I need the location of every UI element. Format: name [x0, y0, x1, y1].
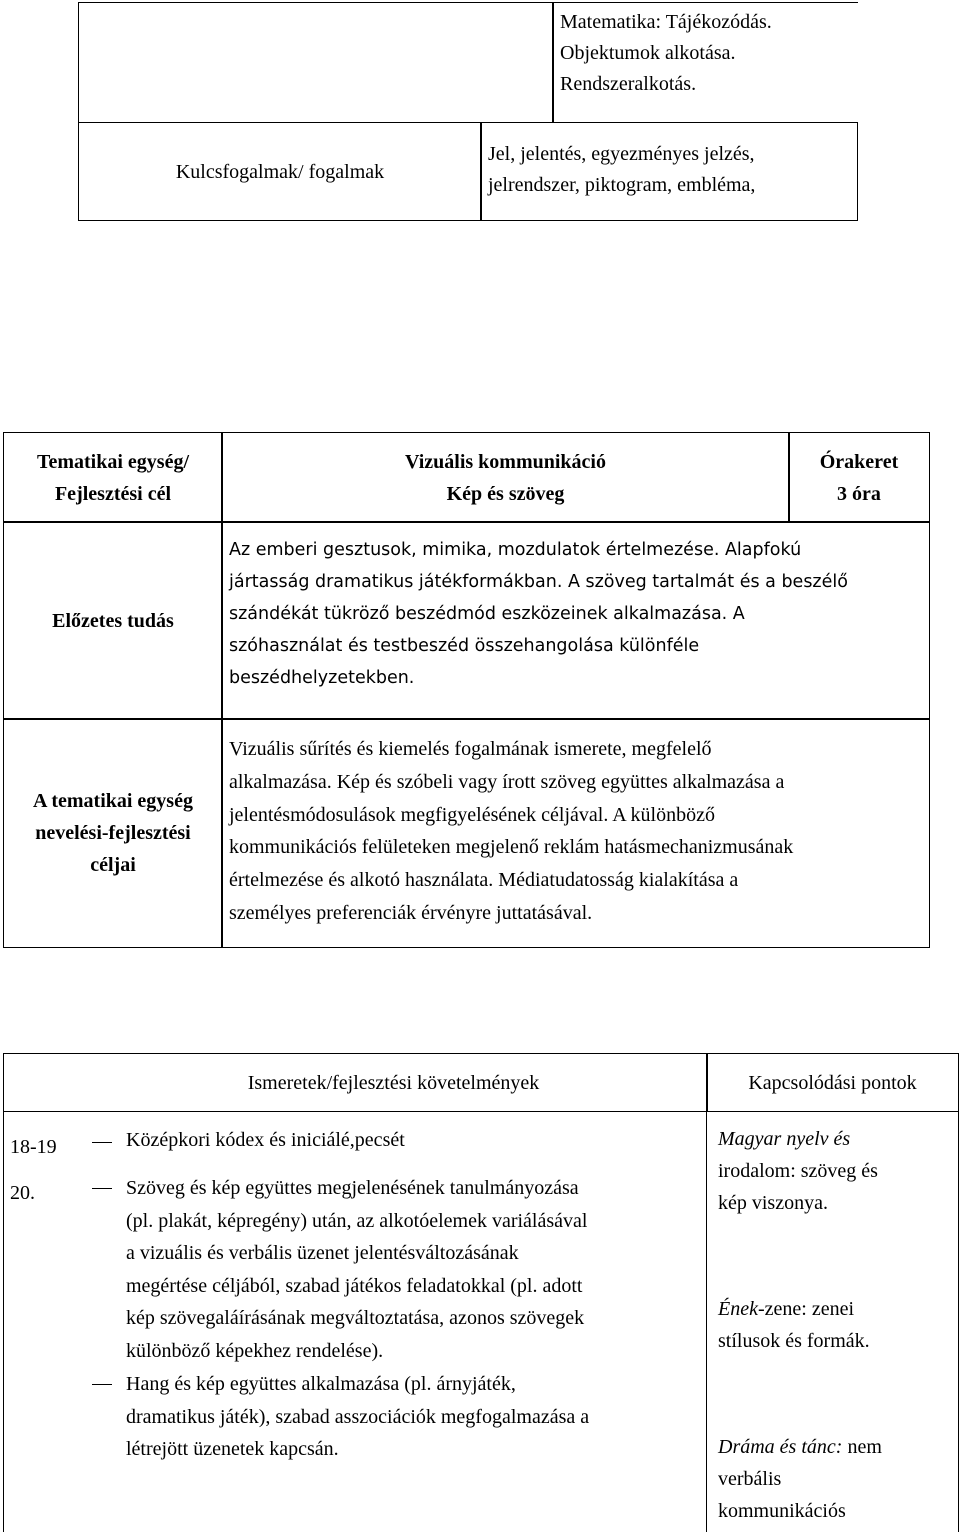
tematikai-egyseg-header — [3, 432, 223, 523]
elozetes-line: szándékát tükröző beszédmód eszközeinek alkalmazása. A — [229, 604, 745, 624]
elozetes-tudas-label-cell — [3, 521, 223, 720]
celjai-line: értelmezése és alkotó használata. Médiatudatosság kialakítása a — [229, 869, 739, 892]
kapcs-enek — [718, 1293, 870, 1357]
kapcs-subject: Ének — [718, 1298, 758, 1320]
kapcsolodasi-pontok-content — [718, 1123, 878, 1219]
hours-range: 18-19 — [10, 1136, 57, 1158]
vizualis-kommunikacio-header — [221, 432, 790, 523]
bullet-line: Hang és kép együttes alkalmazása (pl. árnyjáték, — [126, 1373, 516, 1395]
kapcsolodasi-header-label: Kapcsolódási pontok — [748, 1071, 917, 1094]
orakeret-label: Órakeret — [819, 450, 899, 473]
kapcs-subject: Magyar nyelv és — [718, 1128, 851, 1150]
kapcs-drama — [718, 1431, 882, 1527]
elozetes-line: Az emberi gesztusok, mimika, mozdulatok értelmezése. Alapfokú — [229, 540, 802, 560]
kapcs-line: kép viszonya. — [718, 1192, 828, 1214]
kapcs-line: irodalom: szöveg és — [718, 1160, 878, 1182]
celjai-line: Vizuális sűrítés és kiemelés fogalmának ismerete, megfelelő — [229, 738, 712, 760]
elozetes-tudas-label: Előzetes tudás — [52, 609, 174, 632]
bullet-line: a vizuális és verbális üzenet jelentésváltozásának — [126, 1242, 519, 1264]
elozetes-line: beszédhelyzetekben. — [229, 668, 415, 688]
bullet-line: kép szövegaláírásának megváltoztatása, azonos szövegek — [126, 1307, 585, 1329]
orakeret-header — [788, 432, 930, 523]
celjai-line: jelentésmódosulások megfigyelésének céljával. A különböző — [229, 803, 715, 826]
bullet-line: megértése céljából, szabad játékos feladatokkal (pl. adott — [126, 1274, 583, 1297]
elozetes-line: szóhasználat és testbeszéd összehangolása különféle — [229, 636, 700, 656]
celjai-content-cell — [221, 718, 930, 948]
bullet-item — [126, 1368, 589, 1466]
bullet-line: különböző képekhez rendelése). — [126, 1339, 384, 1362]
hours-single: 20. — [10, 1182, 35, 1204]
unit-title: Vizuális kommunikáció — [405, 450, 606, 473]
kapcs-subject: Dráma és tánc: — [718, 1436, 843, 1458]
hours-cell — [10, 1124, 57, 1216]
kulcsfogalmak-label-cell — [78, 122, 482, 221]
tematikai-header-line: Tematikai egység/ — [36, 450, 190, 473]
bottom-header-empty-cell — [3, 1053, 81, 1112]
ismeretek-header-label: Ismeretek/fejlesztési követelmények — [247, 1071, 540, 1094]
bullet-line: dramatikus játék), szabad asszociációk megfogalmazása a — [126, 1405, 590, 1428]
celjai-line: személyes preferenciák érvényre juttatásával. — [229, 901, 593, 924]
kapcs-line: -zene: zenei — [757, 1298, 855, 1320]
bullet-item — [126, 1124, 405, 1156]
kapcs-line: stílusok és formák. — [718, 1330, 870, 1352]
kulcsfogalmak-line: jelrendszer, piktogram, embléma, — [488, 174, 756, 196]
kulcsfogalmak-line: Jel, jelentés, egyezményes jelzés, — [488, 143, 755, 165]
kapcsolodasi-header — [706, 1053, 959, 1112]
ismeretek-header — [80, 1053, 708, 1112]
bullet-line: (pl. plakát, képregény) után, az alkotóelemek variálásával — [126, 1209, 588, 1232]
bullet-dash-3 — [92, 1384, 112, 1385]
top-left-empty-cell — [78, 2, 554, 123]
matematika-cell — [552, 2, 858, 123]
orakeret-value: 3 óra — [837, 482, 881, 505]
celjai-line: kommunikációs felületeken megjelenő reklám hatásmechanizmusának — [229, 836, 794, 859]
bullet-line: Szöveg és kép együttes megjelenésének tanulmányozása — [126, 1177, 579, 1199]
bullet-dash-2 — [92, 1188, 112, 1189]
celjai-label-cell — [3, 718, 223, 948]
celjai-label-line: A tematikai egység — [33, 790, 193, 812]
kapcs-column-divider — [706, 1110, 707, 1532]
kapcs-line: kommunikációs — [718, 1500, 846, 1522]
bullet-line: Középkori kódex és iniciálé,pecsét — [126, 1129, 405, 1151]
matematika-line: Matematika: Tájékozódás. — [560, 11, 772, 33]
unit-subtitle: Kép és szöveg — [446, 482, 565, 505]
matematika-line: Objektumok alkotása. — [560, 42, 736, 64]
kulcsfogalmak-label: Kulcsfogalmak/ fogalmak — [175, 160, 385, 183]
kulcsfogalmak-value-cell — [480, 122, 858, 221]
kapcs-line: verbális — [718, 1468, 782, 1490]
bullet-dash-1 — [92, 1142, 112, 1143]
elozetes-line: jártasság dramatikus játékformákban. A szöveg tartalmát és a beszélő — [229, 572, 848, 592]
matematika-line: Rendszeralkotás. — [560, 73, 697, 95]
celjai-line: alkalmazása. Kép és szóbeli vagy írott szöveg együttes alkalmazása a — [229, 770, 785, 793]
bullet-item — [126, 1172, 587, 1367]
bullet-line: létrejött üzenetek kapcsán. — [126, 1438, 339, 1460]
kapcs-line: nem — [842, 1436, 882, 1458]
celjai-label-line: céljai — [90, 854, 136, 876]
celjai-label-line: nevelési-fejlesztési — [35, 822, 191, 844]
elozetes-tudas-content-cell — [221, 521, 930, 720]
tematikai-header-line: Fejlesztési cél — [54, 482, 172, 505]
